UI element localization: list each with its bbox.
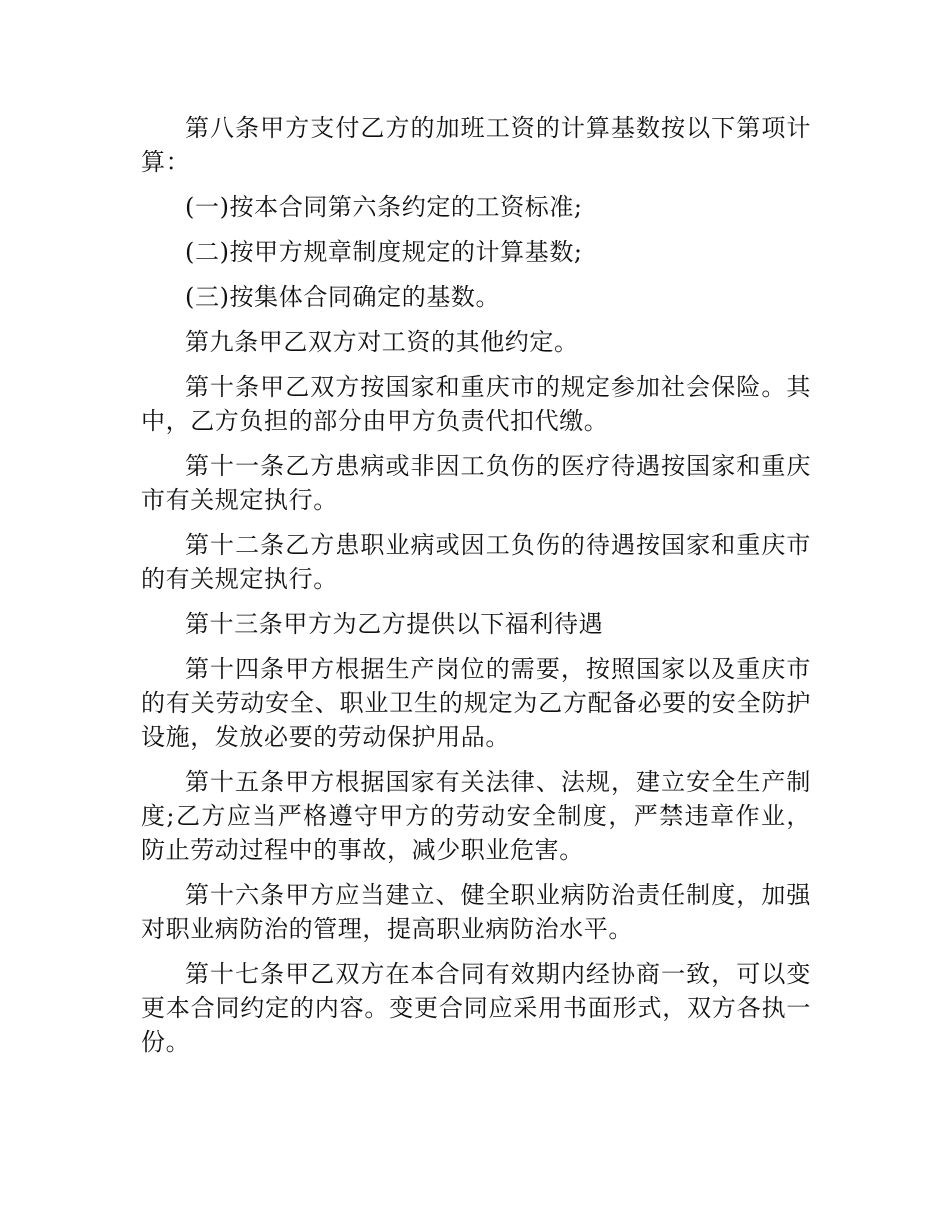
paragraph-article-8: 第八条甲方支付乙方的加班工资的计算基数按以下第项计算： [141, 114, 811, 176]
paragraph-article-17: 第十七条甲乙双方在本合同有效期内经协商一致，可以变更本合同约定的内容。变更合同应采用书面形式，双方各执一份。 [141, 960, 811, 1056]
paragraph-article-14: 第十四条甲方根据生产岗位的需要，按照国家以及重庆市的有关劳动安全、职业卫生的规定为乙方配备必要的安全防护设施，发放必要的劳动保护用品。 [141, 655, 811, 751]
paragraph-article-10: 第十条甲乙双方按国家和重庆市的规定参加社会保险。其中，乙方负担的部分由甲方负责代扣代缴。 [141, 373, 811, 435]
paragraph-article-16: 第十六条甲方应当建立、健全职业病防治责任制度，加强对职业病防治的管理，提高职业病防治水平。 [141, 881, 811, 943]
paragraph-article-12: 第十二条乙方患职业病或因工负伤的待遇按国家和重庆市的有关规定执行。 [141, 531, 811, 593]
paragraph-article-13: 第十三条甲方为乙方提供以下福利待遇 [185, 610, 604, 638]
paragraph-article-8-item-3: (三)按集体合同确定的基数。 [185, 283, 501, 311]
paragraph-article-15: 第十五条甲方根据国家有关法律、法规，建立安全生产制度;乙方应当严格遵守甲方的劳动安全制度，严禁违章作业，防止劳动过程中的事故，减少职业危害。 [141, 768, 811, 864]
document-body [141, 111, 811, 1070]
paragraph-article-8-item-1: (一)按本合同第六条约定的工资标准; [185, 193, 583, 221]
paragraph-article-11: 第十一条乙方患病或非因工负伤的医疗待遇按国家和重庆市有关规定执行。 [141, 452, 811, 514]
paragraph-article-9: 第九条甲乙双方对工资的其他约定。 [185, 328, 579, 356]
paragraph-article-8-item-2: (二)按甲方规章制度规定的计算基数; [185, 238, 583, 266]
